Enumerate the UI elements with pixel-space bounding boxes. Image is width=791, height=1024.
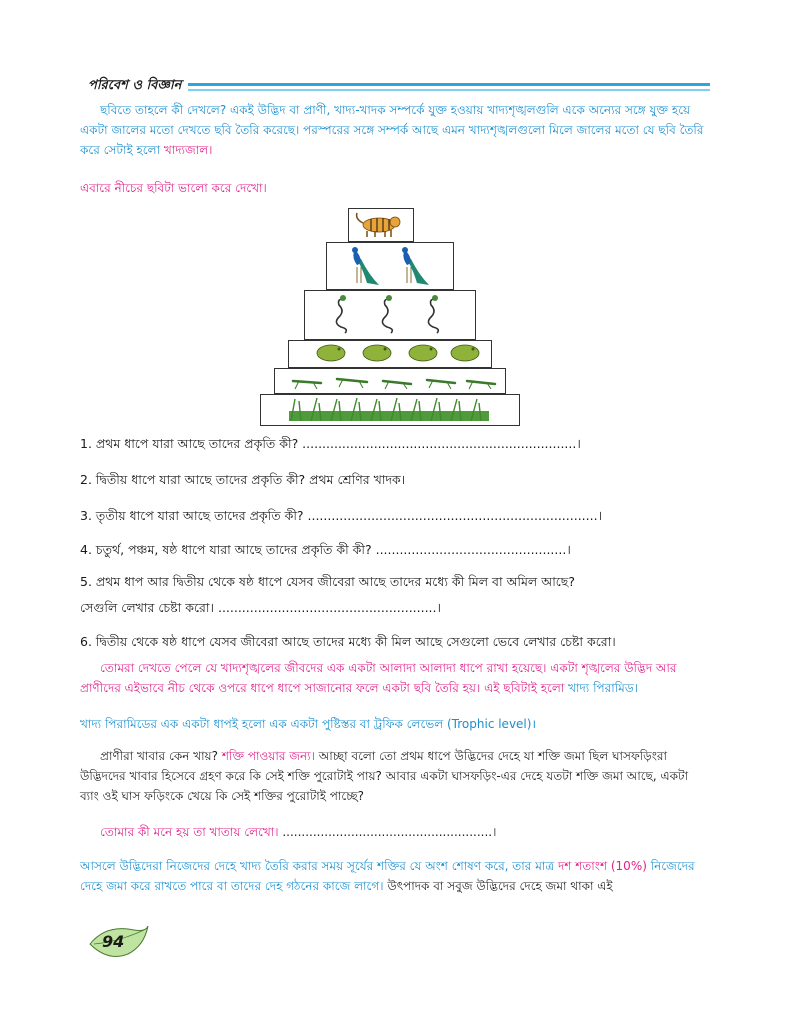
- energy-text: আচ্ছা বলো তো প্রথম ধাপে উদ্ভিদের দেহে যা শক্তি জমা ছিল ঘাসফড়িংরা উদ্ভিদদের খাবার হিসেবে গ্রহণ করে কি সেই শক্তি পুরোটাই পায়? আবার একটা ঘাসফড়িং-এর দেহে যতটা শক্তি জমা আছে, একটা ব্যাং ওই ঘাস ফড়িংকে খেয়ে কি সেই শক্তির পুরোটাই পাচ্ছে?: [80, 749, 689, 803]
- opinion-line: [100, 822, 496, 842]
- instruction: এবারে নীচের ছবিটা ভালো করে দেখো।: [80, 181, 267, 195]
- opinion-prompt: তোমার কী মনে হয় তা খাতায় লেখো।: [100, 825, 279, 839]
- grass-icon: [261, 395, 517, 423]
- closing-text-1: আসলে উদ্ভিদেরা নিজেদের দেহে খাদ্য তৈরি করার সময় সূর্যের শক্তির যে অংশ শোষণ করে, তার মাত্র: [80, 859, 558, 873]
- energy-paragraph: [80, 746, 710, 806]
- pyramid-term: খাদ্য পিরামিড।: [568, 681, 638, 695]
- tiger-level: [348, 208, 414, 242]
- intro-term: খাদ্যজাল।: [163, 143, 213, 157]
- question-1: 1. প্রথম ধাপে যারা আছে তাদের প্রকৃতি কী? .....................................................................।: [80, 436, 581, 451]
- snake-icon: [305, 291, 473, 337]
- food-pyramid: [260, 208, 520, 426]
- grass-level: [260, 394, 520, 426]
- grasshopper-icon: [275, 369, 503, 391]
- frog-level: [288, 340, 492, 368]
- closing-text-2: নিজেদের দেহে জমা করে রাখতে পারে বা তাদের দেহ গঠনের কাজে লাগে।: [80, 859, 695, 893]
- question-2: 2. দ্বিতীয় ধাপে যারা আছে তাদের প্রকৃতি কী? প্রথম শ্রেণির খাদক।: [80, 472, 406, 487]
- pyramid-definition-text: তোমরা দেখতে পেলে যে খাদ্যশৃঙ্খলের জীবদের এক একটা আলাদা আলাদা ধাপে রাখা হয়েছে। একটা শৃঙ্খলের উদ্ভিদ আর প্রাণীদের এইভাবে নীচ থেকে ওপরে ধাপে ধাপে সাজানোর ফলে একটা ছবি তৈরি হয়। এই ছবিটাই হলো: [80, 661, 677, 695]
- energy-question: প্রাণীরা খাবার কেন খায়?: [100, 749, 222, 763]
- intro-text: ছবিতে তাহলে কী দেখলে? একই উদ্ভিদ বা প্রাণী, খাদ্য-খাদক সম্পর্কে যুক্ত হওয়ায় খাদ্যশৃঙ্খলগুলি একে অন্যের সঙ্গে যুক্ত হয়ে একটা জালের মতো দেখতে ছবি তৈরি করেছে। পরস্পরের সঙ্গে সম্পর্ক আছে এমন খাদ্যশৃঙ্খলগুলো মিলে জালের মতো যে ছবি তৈরি করে সেটাই হলো: [80, 103, 704, 157]
- question-3: 3. তৃতীয় ধাপে যারা আছে তাদের প্রকৃতি কী? .........................................................................।: [80, 508, 603, 523]
- closing-percent: দশ শতাংশ (10%): [557, 859, 647, 873]
- closing-paragraph: [80, 856, 710, 896]
- peacock-icon: [327, 243, 451, 287]
- page-number-badge: [88, 922, 150, 962]
- frog-icon: [289, 341, 489, 365]
- question-4: 4. চতুর্থ, পঞ্চম, ষষ্ঠ ধাপে যারা আছে তাদের প্রকৃতি কী কী? ................................................।: [80, 542, 571, 557]
- peacock-level: [326, 242, 454, 290]
- header-rule: [188, 83, 710, 86]
- snake-level: [304, 290, 476, 340]
- intro-paragraph: [80, 100, 710, 160]
- header-title: পরিবেশ ও বিজ্ঞান: [88, 78, 182, 93]
- trophic-level-line: খাদ্য পিরামিডের এক একটা ধাপই হলো এক একটা পুষ্টিস্তর বা ট্রফিক লেভেল (Trophic level)।: [80, 717, 536, 731]
- opinion-blank: .......................................................।: [278, 825, 497, 839]
- pyramid-definition: [80, 658, 710, 698]
- energy-answer: শক্তি পাওয়ার জন্য।: [221, 749, 315, 763]
- question-6: 6. দ্বিতীয় থেকে ষষ্ঠ ধাপে যেসব জীবেরা আছে তাদের মধ্যে কী মিল আছে সেগুলো ভেবে লেখার চেষ্টা করো।: [80, 634, 616, 649]
- question-5: 5. প্রথম ধাপ আর দ্বিতীয় থেকে ষষ্ঠ ধাপে যেসব জীবেরা আছে তাদের মধ্যে কী মিল বা অমিল আছে?: [80, 574, 576, 589]
- header-rule-secondary: [188, 89, 710, 91]
- tiger-icon: [349, 209, 411, 239]
- closing-text-3: উৎপাদক বা সবুজ উদ্ভিদের দেহে জমা থাকা এই: [383, 879, 613, 893]
- question-5-followup: সেগুলি লেখার চেষ্টা করো। .......................................................।: [80, 600, 441, 615]
- page-number: 94: [102, 932, 125, 951]
- grasshopper-level: [274, 368, 506, 394]
